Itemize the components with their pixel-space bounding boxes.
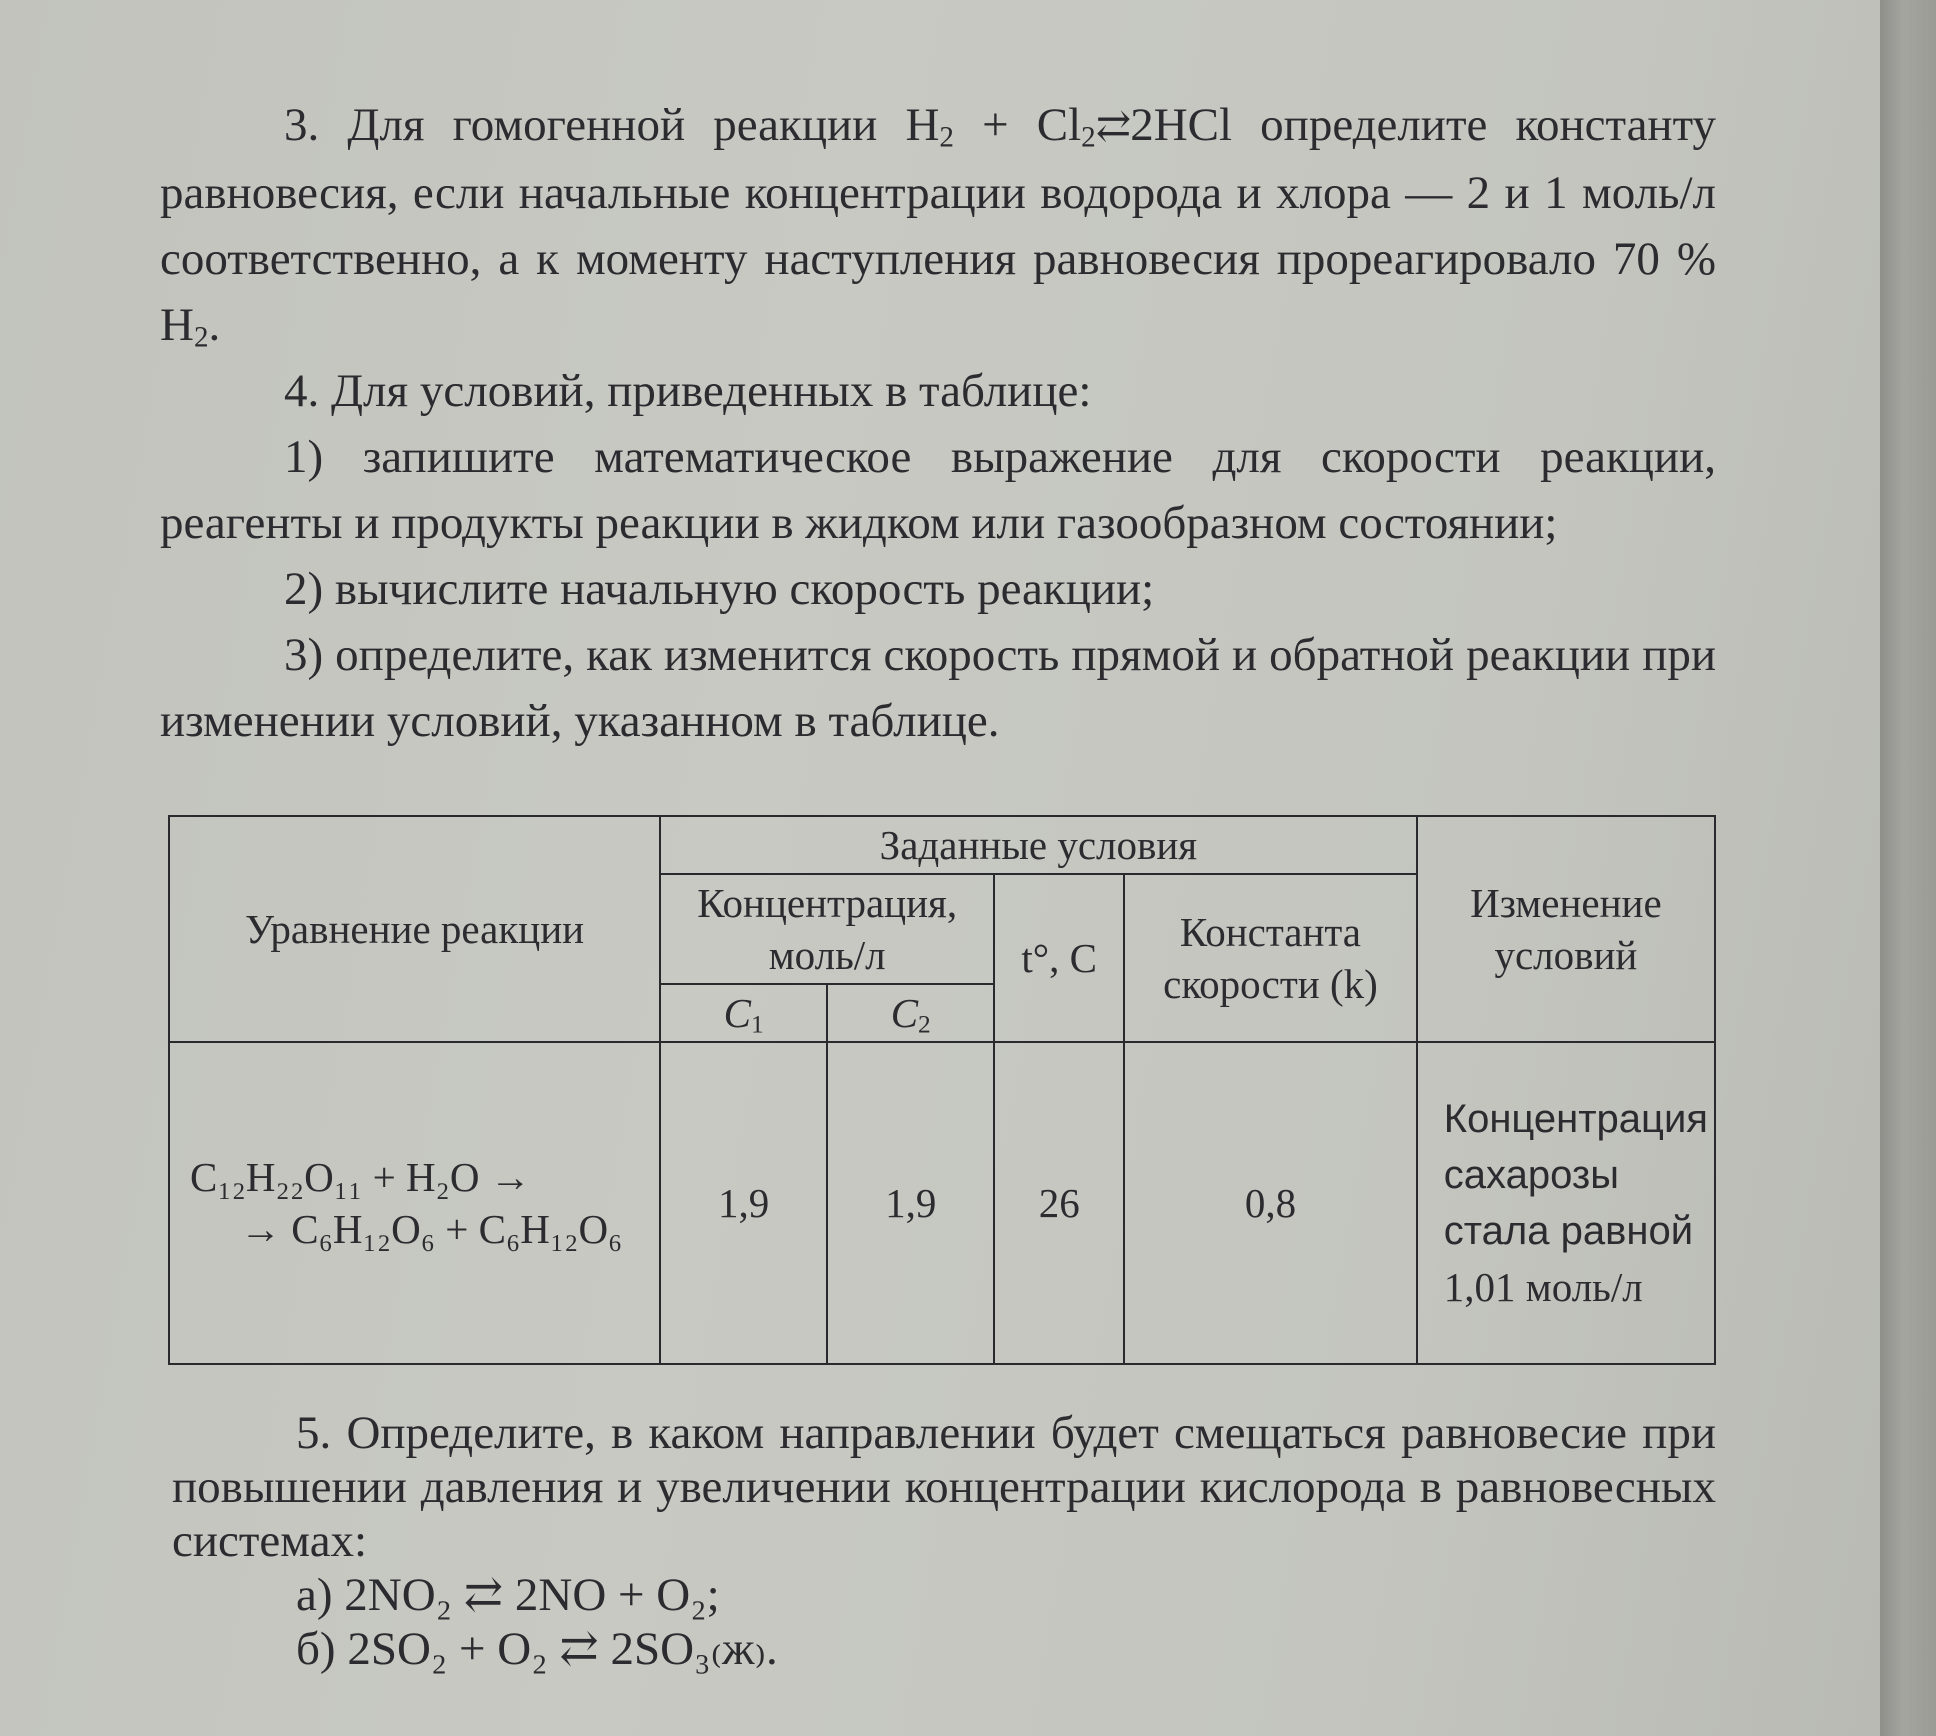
change-text: Концентрация сахарозы стала равной <box>1443 1097 1708 1253</box>
cell-temperature: 26 <box>994 1042 1124 1364</box>
cell-equation <box>169 1042 660 1364</box>
subscript-h2: 2 <box>939 121 954 154</box>
header-rate-constant: Константа скорости (k) <box>1124 874 1417 1042</box>
equation-line-1: C₁₂H₂₂O₁₁ + H₂O → <box>190 1154 531 1200</box>
problem-3-cl: + Cl <box>953 99 1082 151</box>
problem-4-item-2: 2) вычислите начальную скорость реакции; <box>284 563 1155 615</box>
equilibrium-arrows-icon: ⇄ <box>1095 103 1131 150</box>
header-c2 <box>827 984 994 1042</box>
cell-rate-constant: 0,8 <box>1124 1042 1417 1364</box>
equation-line-2: → C₆H₁₂O₆ + C₆H₁₂O₆ <box>240 1206 623 1252</box>
header-change: Изменение условий <box>1417 816 1715 1042</box>
problem-4-item-3: 3) определите, как изменится скорость прямой и обратной реакции при изменении условий, указанном в таблице. <box>160 629 1716 747</box>
page-edge <box>1880 0 1936 1736</box>
subscript-h2-end: 2 <box>193 321 209 354</box>
problem-4-intro: 4. Для условий, приведенных в таблице: <box>284 365 1092 417</box>
change-value: 1,01 моль/л <box>1443 1264 1643 1310</box>
header-c1 <box>660 984 827 1042</box>
c1-subscript: 1 <box>750 1010 764 1039</box>
problem-5-a: а) 2NO₂ ⇄ 2NO + O₂; <box>296 1569 720 1621</box>
problem-3 <box>160 92 1716 358</box>
c2-letter: C <box>890 990 919 1036</box>
cell-c2: 1,9 <box>827 1042 994 1364</box>
c2-subscript: 2 <box>918 1010 931 1039</box>
header-concentration: Концентрация, моль/л <box>660 874 994 984</box>
header-equation: Уравнение реакции <box>169 816 660 1042</box>
problem-5-intro: 5. Определите, в каком направлении будет смещаться равновесие при повышении давления и увеличении концентрации кислорода в равновесных системах: <box>172 1407 1716 1567</box>
problem-3-body: 2HCl определите константу равновесия, если начальные концентрации водорода и хлора — 2 и 1 моль/л соответственно, а к моменту наступления равновесия прореагировало 70 % H <box>160 99 1716 351</box>
problem-5-b: б) 2SO₂ + O₂ ⇄ 2SO₃₍ж₎. <box>296 1623 778 1675</box>
header-temperature: t°, C <box>994 874 1124 1042</box>
problem-3-end: . <box>208 299 221 351</box>
table-row <box>169 1042 1715 1364</box>
c1-letter: C <box>723 990 751 1036</box>
cell-change <box>1417 1042 1715 1364</box>
problems-3-4-text <box>160 92 1716 754</box>
problem-3-start: 3. Для гомогенной реакции H <box>284 99 940 151</box>
conditions-table <box>168 815 1716 1365</box>
problem-4-item-1: 1) запишите математическое выражение для скорости реакции, реагенты и продукты реакции в жидком или газообразном состоянии; <box>160 431 1716 549</box>
problem-5-text <box>172 1406 1716 1676</box>
subscript-cl2: 2 <box>1081 121 1096 154</box>
header-given-conditions: Заданные условия <box>660 816 1417 874</box>
cell-c1: 1,9 <box>660 1042 827 1364</box>
